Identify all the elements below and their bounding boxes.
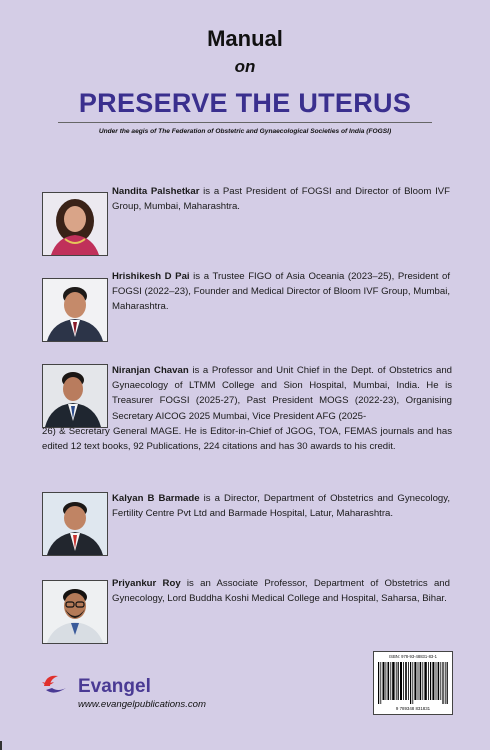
author-bio-niranjan: Niranjan Chavan is a Professor and Unit Chief in the Dept. of Obstetrics and Gynaecology of LTMM College and Sion Hospital, Mumbai, India. He is Treasurer FOGSI (2025-27), Past President MOGS (2022-23), Organising Secretary AICOG 2025 Mumbai, Vice President AFG (2025-: [112, 365, 452, 422]
book-title-on: on: [234, 57, 256, 76]
author-bio-priyankur: Priyankur Roy is an Associate Professor, Department of Obstetrics and Gynecology, Lord Buddha Koshi Medical College and Hospital, Saharsa, Bihar.: [112, 578, 450, 605]
book-title-main: PRESERVE THE UTERUS: [78, 88, 412, 118]
author-photo-niranjan: [42, 364, 108, 428]
author-photo-hrishikesh: [42, 278, 108, 342]
author-bio-hrishikesh: Hrishikesh D Pai is a Trustee FIGO of Asia Oceania (2023–25), President of FOGSI (2022–23), Founder and Medical Director of Bloom IVF Group, Mumbai, Maharashtra.: [112, 271, 451, 313]
author-bio-niranjan-continued: 26) & Secretary General MAGE. He is Editor-in-Chief of JGOG, TOA, FEMAS journals and has edited 12 text books, 92 Publications, 224 citations and has 30 awards to his credit.: [42, 426, 452, 453]
publisher-name: Evangel: [78, 676, 151, 697]
isbn-text: ISBN: 978-93-48831-83-1: [389, 654, 437, 659]
author-photo-kalyan: [42, 492, 108, 556]
aegis-line: Under the aegis of The Federation of Obstetric and Gynaecological Societies of India (FOGSI): [98, 128, 392, 135]
author-photo-priyankur: [42, 580, 108, 644]
author-name: Kalyan B Barmade: [112, 493, 200, 504]
book-title-manual: Manual: [207, 26, 283, 51]
evangel-logo-icon: [40, 670, 76, 705]
author-bio-kalyan: Kalyan B Barmade is a Director, Department of Obstetrics and Gynecology, Fertility Centre Pvt Ltd and Barmade Hospital, Latur, Maharashtra.: [112, 493, 450, 520]
barcode-number: 9 789348 831831: [395, 706, 431, 711]
author-name: Nandita Palshetkar: [112, 186, 200, 197]
author-name: Priyankur Roy: [112, 578, 181, 589]
author-photo-nandita: [42, 192, 108, 256]
author-name: Hrishikesh D Pai: [112, 271, 190, 282]
publisher-url[interactable]: www.evangelpublications.com: [78, 699, 206, 710]
barcode-bars: [378, 662, 448, 704]
page-edge-mark: [0, 741, 2, 750]
title-divider: [58, 122, 432, 123]
isbn-barcode: [373, 651, 453, 715]
author-bio-nandita: Nandita Palshetkar is a Past President of FOGSI and Director of Bloom IVF Group, Mumbai, Maharashtra.: [112, 186, 450, 213]
author-name: Niranjan Chavan: [112, 365, 189, 376]
